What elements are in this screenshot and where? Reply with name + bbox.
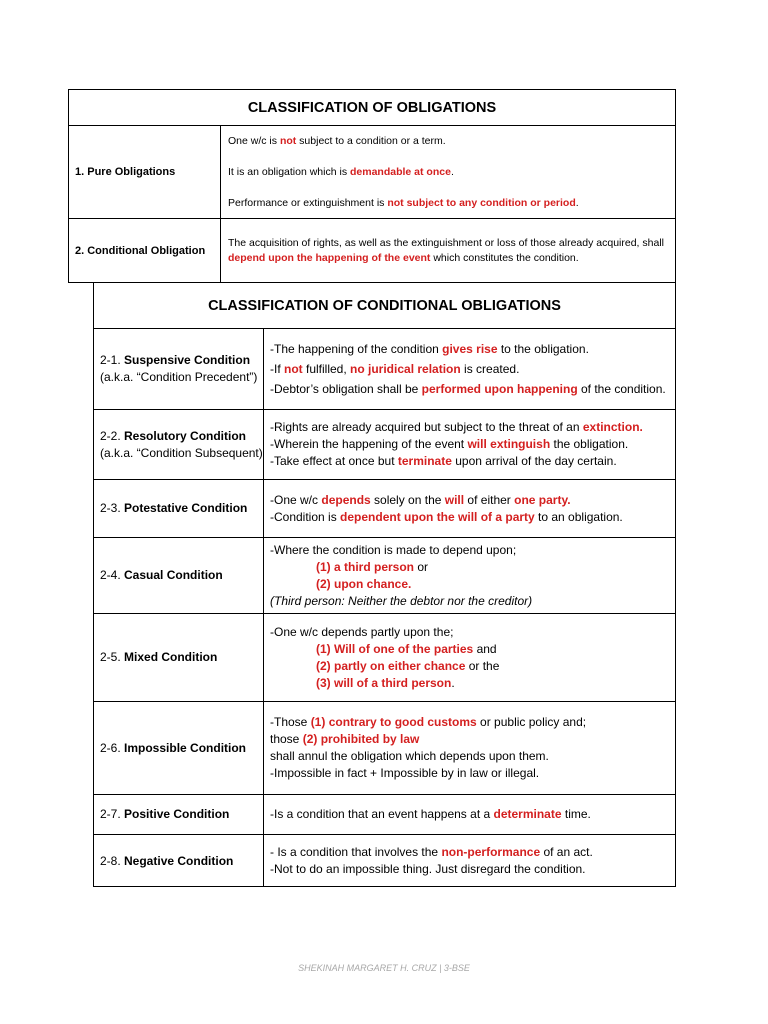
footer-author: SHEKINAH MARGARET H. CRUZ | 3-BSE: [298, 963, 470, 973]
condition-description: -Is a condition that an event happens at a determinate time.: [270, 807, 591, 821]
condition-label: 2-3. Potestative Condition: [94, 480, 264, 537]
table-row: [94, 328, 675, 409]
condition-description: -Where the condition is made to depend upon; (1) a third person or (2) upon chance. (Third person: Neither the debtor nor the creditor): [270, 542, 533, 608]
table-row: [94, 701, 675, 794]
row-label: 2. Conditional Obligation: [69, 219, 221, 282]
condition-label: 2-6. Impossible Condition: [94, 702, 264, 794]
table-row: [94, 794, 675, 834]
row-description: [221, 126, 675, 218]
table-row: [94, 834, 675, 887]
condition-label: 2-5. Mixed Condition: [94, 614, 264, 701]
table-row: [94, 537, 675, 613]
description-line: The acquisition of rights, as well as the extinguishment or loss of those already acquired, shall depend upon the happening of the event which constitutes the condition.: [228, 236, 664, 264]
description-line: Performance or extinguishment is not subject to any condition or period.: [228, 196, 579, 209]
condition-label: 2-4. Casual Condition: [94, 538, 264, 613]
condition-description: -One w/c depends solely on the will of either one party. -Condition is dependent upon the will of a party to an obligation.: [270, 492, 623, 524]
description-line: One w/c is not subject to a condition or a term.: [228, 134, 446, 147]
row-label: 1. Pure Obligations: [69, 126, 221, 218]
table-row: [94, 479, 675, 537]
table-row: [69, 125, 675, 218]
obligations-table: [68, 89, 676, 283]
table-row: [69, 218, 675, 282]
condition-description: -Rights are already acquired but subject to the threat of an extinction. -Wherein the happening of the event will extinguish the obligation. -Take effect at once but terminate upon arrival of the day certain.: [270, 420, 643, 468]
obligations-table-title: CLASSIFICATION OF OBLIGATIONS: [247, 99, 497, 116]
conditional-obligations-table: [93, 283, 676, 887]
condition-label: 2-8. Negative Condition: [94, 835, 264, 887]
condition-label: 2-7. Positive Condition: [94, 795, 264, 834]
description-line: It is an obligation which is demandable at once.: [228, 165, 454, 178]
condition-description: -One w/c depends partly upon the; (1) Will of one of the parties and (2) partly on either chance or the (3) will of a third person.: [270, 624, 500, 690]
condition-label: 2-2. Resolutory Condition (a.k.a. “Condition Subsequent): [94, 410, 264, 479]
table-row: [94, 613, 675, 701]
table-row: [94, 409, 675, 479]
conditional-table-title: CLASSIFICATION OF CONDITIONAL OBLIGATIONS: [208, 297, 561, 314]
condition-description: -The happening of the condition gives rise to the obligation. -If not fulfilled, no juridical relation is created. -Debtor’s obligation shall be performed upon happening of the condition.: [270, 342, 666, 396]
row-description: [221, 219, 675, 282]
condition-description: - Is a condition that involves the non-performance of an act. -Not to do an impossible thing. Just disregard the condition.: [270, 845, 593, 876]
condition-description: -Those (1) contrary to good customs or public policy and; those (2) prohibited by law shall annul the obligation which depends upon them. -Impossible in fact + Impossible by in law or illegal.: [270, 715, 587, 780]
condition-label: 2-1. Suspensive Condition (a.k.a. “Condition Precedent”): [94, 329, 264, 409]
